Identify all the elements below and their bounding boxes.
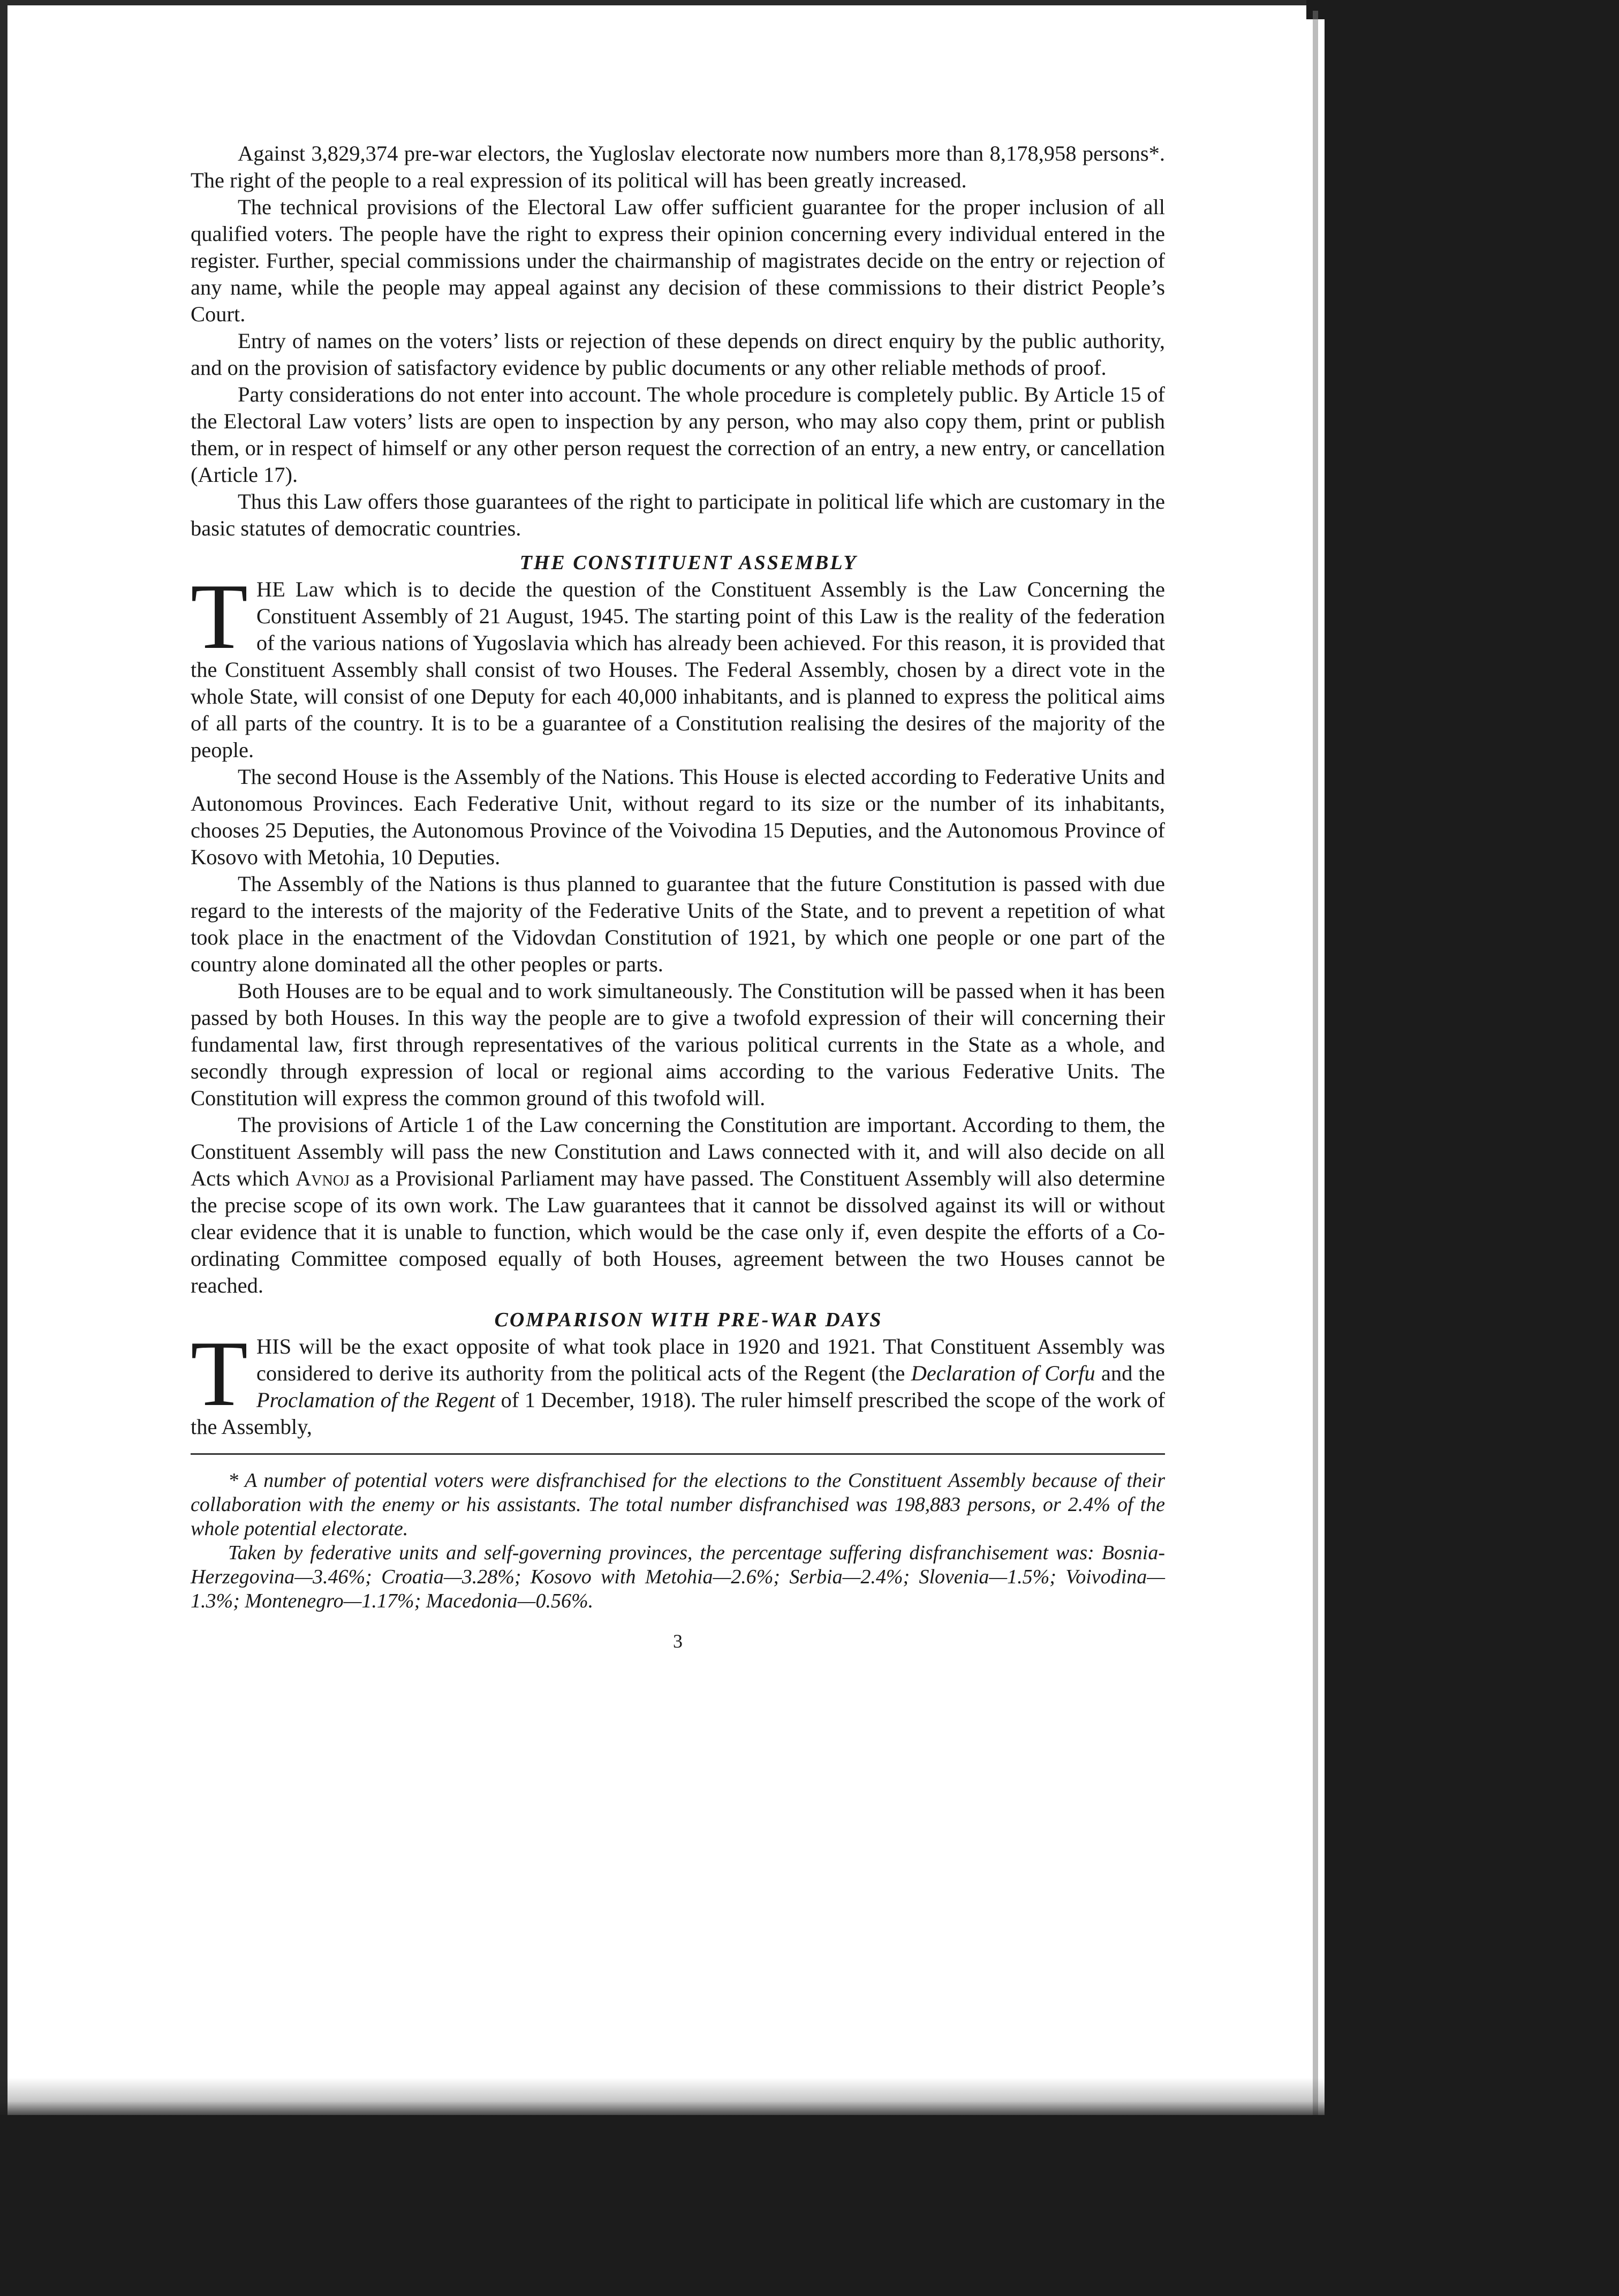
body-paragraph xyxy=(191,1112,1165,1299)
body-paragraph: Against 3,829,374 pre-war electors, the Yugloslav electorate now numbers more than 8,178,958 persons*. The right of the people to a real expression of its political will has been greatly increased. xyxy=(191,141,1165,192)
drop-cap: T xyxy=(191,1321,248,1425)
body-paragraph: Party considerations do not enter into account. The whole procedure is completely public. By Article 15 of the Electoral Law voters’ lists are open to inspection by any person, who may also copy them, print or publish them, or in respect of himself or any other person request the correction of an entry, a new entry, or cancellation (Article 17). xyxy=(191,382,1165,487)
section-heading: THE CONSTITUENT ASSEMBLY xyxy=(519,552,858,574)
body-paragraph: The technical provisions of the Electoral Law offer sufficient guarantee for the proper inclusion of all qualified voters. The people have the right to express their opinion concerning every individual entered in the register. Further, special commissions under the chairmanship of magistrates decide on the entry or rejection of any name, while the people may appeal against any decision of these commissions to their district People’s Court. xyxy=(191,195,1165,326)
paragraph-text: HIS will be the exact opposite of what took place in 1920 and 1921. That Constituent Assembly was considered to derive its authority from the political acts of the Regent (the xyxy=(256,1334,1165,1385)
footnotes xyxy=(191,1469,1165,1613)
body-paragraph: Thus this Law offers those guarantees of the right to participate in political life which are customary in the basic statutes of democratic countries. xyxy=(191,489,1165,540)
paragraph-text: of 1 December, 1918). The ruler himself prescribed the scope of the work of the Assembly, xyxy=(191,1388,1165,1439)
italic-title: Declaration of Corfu xyxy=(911,1361,1095,1385)
italic-title: Proclamation of the Regent xyxy=(256,1388,496,1412)
scan-page-edge xyxy=(1313,11,1318,2152)
footnote-paragraph: * A number of potential voters were disfranchised for the elections to the Constituent Assembly because of their collaboration with the enemy or his assistants. The total number disfranchised was 198,883 persons, or 2.4% of the whole potential electorate. xyxy=(191,1469,1165,1540)
scan-border-top xyxy=(0,0,1325,5)
acronym-avnoj: Avnoj xyxy=(296,1166,350,1190)
footnote-divider xyxy=(191,1453,1165,1455)
body-paragraph: The second House is the Assembly of the Nations. This House is elected according to Federative Units and Autonomous Provinces. Each Federative Unit, without regard to its size or the number of its inhabitants, chooses 25 Deputies, the Autonomous Province of the Voivodina 15 Deputies, and the Autonomous Province of Kosovo with Metohia, 10 Deputies. xyxy=(191,765,1165,869)
paragraph-text: HE Law which is to decide the question of the Constituent Assembly is the Law Concerning the Constituent Assembly of 21 August, 1945. The starting point of this Law is the reality of the federation of the various nations of Yugoslavia which has already been achieved. For this reason, it is provided that the Constituent Assembly shall consist of two Houses. The Federal Assembly, chosen by a direct vote in the whole State, will consist of one Deputy for each 40,000 inhabitants, and is planned to express the political aims of all parts of the country. It is to be a guarantee of a Constitution realising the desires of the majority of the people. xyxy=(191,577,1165,762)
section-comparison xyxy=(191,1306,1165,1440)
scan-border-right xyxy=(1325,0,1619,2296)
section-constituent-assembly xyxy=(191,549,1165,1299)
drop-cap: T xyxy=(191,564,248,668)
paragraph-text: as a Provisional Parliament may have passed. The Constituent Assembly will also determine the precise scope of its own work. The Law guarantees that it cannot be dissolved against its will or without clear evidence that it is unable to function, which would be the case only if, even despite the efforts of a Co-ordinating Committee composed equally of both Houses, agreement between the two Houses cannot be reached. xyxy=(191,1166,1165,1297)
body-paragraph: Entry of names on the voters’ lists or rejection of these depends on direct enquiry by the public authority, and on the provision of satisfactory evidence by public documents or any other reliable methods of proof. xyxy=(191,329,1165,380)
document-page xyxy=(191,140,1165,1653)
scan-border-left xyxy=(0,0,7,2296)
page-number: 3 xyxy=(673,1630,683,1652)
body-paragraph xyxy=(191,1321,1165,1440)
footnote-paragraph: Taken by federative units and self-governing provinces, the percentage suffering disfranchisement was: Bosnia-Herzegovina—3.46%; Croatia—3.28%; Kosovo with Metohia—2.6%; Serbia—2.4%; Slovenia—1.5%; Voivodina—1.3%; Montenegro—1.17%; Macedonia—0.56%. xyxy=(191,1542,1165,1612)
scan-border-shadow xyxy=(0,2078,1325,2120)
intro-section xyxy=(191,140,1165,542)
section-heading: COMPARISON WITH PRE-WAR DAYS xyxy=(494,1309,883,1331)
body-paragraph: The Assembly of the Nations is thus planned to guarantee that the future Constitution is passed with due regard to the interests of the majority of the Federative Units of the State, and to prevent a repetition of what took place in the enactment of the Vidovdan Constitution of 1921, by which one people or one part of the country alone dominated all the other peoples or parts. xyxy=(191,872,1165,976)
paragraph-text: and the xyxy=(1095,1361,1165,1385)
body-paragraph xyxy=(191,564,1165,764)
scan-border-bottom xyxy=(0,2115,1325,2296)
body-paragraph: Both Houses are to be equal and to work simultaneously. The Constitution will be passed when it has been passed by both Houses. In this way the people are to give a twofold expression of their will concerning their fundamental law, first through representatives of the various political currents in the State as a whole, and secondly through expression of local or regional aims according to the various Federative Units. The Constitution will express the common ground of this twofold will. xyxy=(191,979,1165,1110)
paragraph-text: The provisions of Article 1 of the Law concerning the Constitution are important. According to them, the Constituent Assembly will pass the new Constitution and Laws connected with it, and will also decide on all Acts which xyxy=(191,1113,1165,1190)
